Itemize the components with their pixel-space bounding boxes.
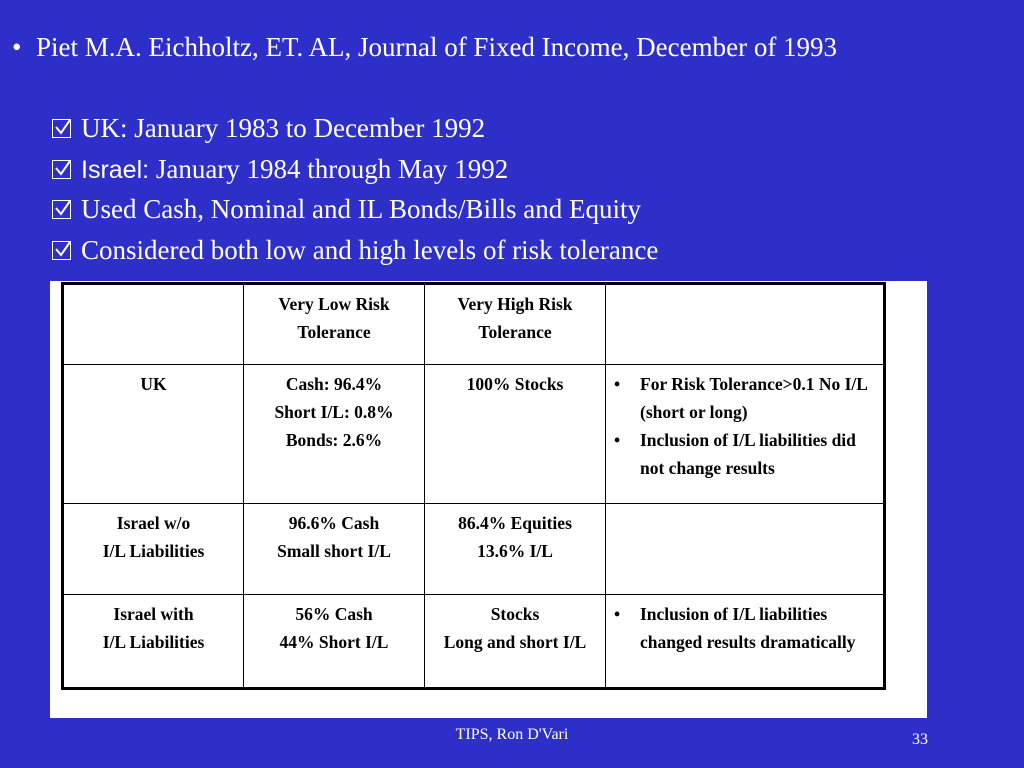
high-risk-cell — [425, 504, 606, 595]
checkbox-checked-icon — [52, 200, 71, 219]
cell-line: Israel w/o — [116, 513, 191, 533]
note-item — [614, 426, 879, 482]
cell-line: Cash: 96.4% — [285, 374, 383, 394]
table-header-row — [63, 284, 885, 365]
notes-list — [614, 600, 879, 656]
row-label — [63, 365, 244, 504]
checkbox-checked-icon — [52, 241, 71, 260]
cell-line: Israel with — [113, 604, 194, 624]
note-item — [614, 600, 879, 656]
sub-item-risk — [52, 231, 658, 272]
sub-item-prefix: Israel: — [81, 155, 150, 184]
notes-cell — [606, 595, 885, 689]
low-risk-cell — [244, 365, 425, 504]
cell-line: I/L Liabilities — [102, 632, 205, 652]
cell-line: Short I/L: 0.8% — [274, 402, 394, 422]
header-cell-notes — [606, 284, 885, 365]
cell-line: 96.6% Cash — [288, 513, 380, 533]
low-risk-cell — [244, 595, 425, 689]
cell-line: Long and short I/L — [443, 632, 587, 652]
bullet-icon: • — [614, 374, 621, 394]
note-item — [614, 370, 879, 426]
row-label — [63, 504, 244, 595]
notes-cell — [606, 365, 885, 504]
sub-item-text: Used Cash, Nominal and IL Bonds/Bills and Equity — [81, 194, 641, 224]
checkbox-checked-icon — [52, 119, 71, 138]
cell-line: 56% Cash — [295, 604, 373, 624]
bullet-icon: • — [614, 430, 621, 450]
cell-line: 100% Stocks — [466, 374, 564, 394]
table-row-uk — [63, 365, 885, 504]
high-risk-cell — [425, 365, 606, 504]
cell-line: 86.4% Equities — [458, 513, 572, 533]
cell-line: I/L Liabilities — [102, 541, 205, 561]
header-very-high-risk: Very High Risk Tolerance — [425, 284, 606, 365]
main-bullet-text: Piet M.A. Eichholtz, ET. AL, Journal of Fixed Income, December of 1993 — [36, 32, 838, 62]
page-number: 33 — [912, 731, 928, 748]
header-very-low-risk: Very Low Risk Tolerance — [244, 284, 425, 365]
bullet-icon: • — [614, 604, 621, 624]
cell-line: Bonds: 2.6% — [285, 430, 383, 450]
cell-line: Stocks — [490, 604, 540, 624]
notes-cell — [606, 504, 885, 595]
sub-item-text: Considered both low and high levels of risk tolerance — [81, 234, 659, 265]
row-label — [63, 595, 244, 689]
note-text: For Risk Tolerance>0.1 No I/L (short or long) — [640, 374, 867, 422]
footer-text: TIPS, Ron D'Vari — [455, 726, 569, 743]
cell-line: 13.6% I/L — [477, 541, 553, 561]
note-text: Inclusion of I/L liabilities did not change results — [640, 430, 856, 478]
sub-item-uk — [52, 109, 658, 150]
sub-item-text: January 1984 through May 1992 — [149, 153, 509, 184]
row-label-text: UK — [140, 374, 167, 394]
checkbox-checked-icon — [52, 160, 71, 179]
sub-item-text: UK: January 1983 to December 1992 — [81, 113, 486, 143]
table-row-israel-without — [63, 504, 885, 595]
low-risk-cell — [244, 504, 425, 595]
table-row-israel-with — [63, 595, 885, 689]
header-cell-empty — [63, 284, 244, 365]
notes-list — [614, 370, 879, 482]
cell-line: Small short I/L — [277, 541, 391, 561]
results-table — [61, 282, 886, 690]
sub-bullet-list — [52, 109, 658, 271]
sub-item-assets — [52, 190, 658, 231]
high-risk-cell — [425, 595, 606, 689]
cell-line: 44% Short I/L — [279, 632, 389, 652]
bullet-dot: • — [12, 32, 22, 62]
sub-item-israel — [52, 150, 658, 191]
note-text: Inclusion of I/L liabilities changed results dramatically — [640, 604, 856, 652]
